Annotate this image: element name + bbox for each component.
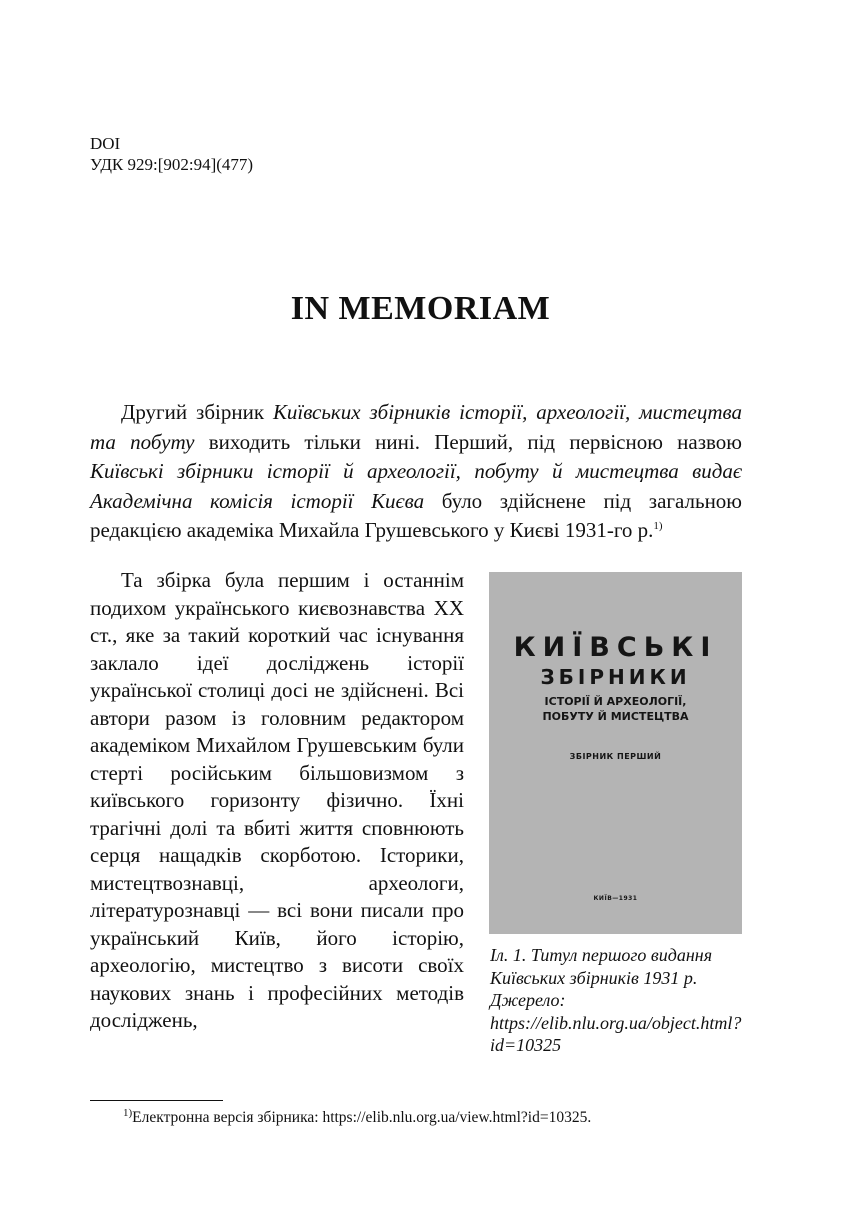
italic-title-run: Київські збірники історії й археології, побуту й мистецтва видає Академічна комісія історії Києва <box>90 459 742 513</box>
article-title: IN MEMORIAM <box>290 290 551 327</box>
footnote-marker: 1) <box>123 1106 133 1119</box>
footnote <box>123 1108 591 1128</box>
udc-code: УДК 929:[902:94](477) <box>90 155 254 174</box>
text-run: Другий збірник <box>121 400 273 424</box>
cover-imprint: КИЇВ—1931 <box>593 895 638 902</box>
cover-illustration <box>489 572 742 934</box>
text-run: виходить тільки нині. Перший, під первісною назвою <box>194 429 742 454</box>
cover-subtitle-line2: ПОБУТУ Й МИСТЕЦТВА <box>542 710 689 723</box>
figure-caption: Іл. 1. Титул першого видання Київських збірників 1931 р. Джерело: https://elib.nlu.org.ua/object.html?id=10325 <box>490 945 742 1055</box>
cover-title-line2: ЗБІРНИКИ <box>540 665 691 689</box>
cover-subtitle-line1: ІСТОРІЇ Й АРХЕОЛОГІЇ, <box>544 695 687 708</box>
body-paragraph: Та збірка була першим і останнім подихом українського києвознавства XX ст., яке за такий короткий час існування заклало ідеї досліджень історії української столиці досі не здійснені. Всі автори разом із головним редактором академіком Михайлом Грушевським були стерті російським більшовизмом з київського горизонту фізично. Їхні трагічні долі та вбиті життя сповнюють серця нащадків скорботою. Історики, мистецтвознавці, археологи, літературознавці — всі вони писали про український Київ, його історію, археологію, мистецтво з висоти своїх наукових знань і професійних методів досліджень, <box>90 568 464 1032</box>
cover-subtitle <box>489 694 742 724</box>
italic-title-run: Київських збірників історії, археології, мистецтва та побуту <box>90 400 742 454</box>
footnote-text: Електронна версія збірника: https://elib.nlu.org.ua/view.html?id=10325. <box>132 1109 592 1126</box>
article-metadata <box>90 133 253 175</box>
text-run: було здійснене під загальною редакцією академіка Михайла Грушевського у Києві 1931-го р. <box>90 488 742 542</box>
footnote-divider <box>90 1100 223 1101</box>
footnote-ref[interactable]: 1) <box>653 520 663 532</box>
cover-volume: ЗБІРНИК ПЕРШИЙ <box>569 752 662 761</box>
cover-title-line1: КИЇВСЬКІ <box>513 632 718 663</box>
intro-paragraph <box>90 398 742 546</box>
doi-label: DOI <box>90 134 121 153</box>
